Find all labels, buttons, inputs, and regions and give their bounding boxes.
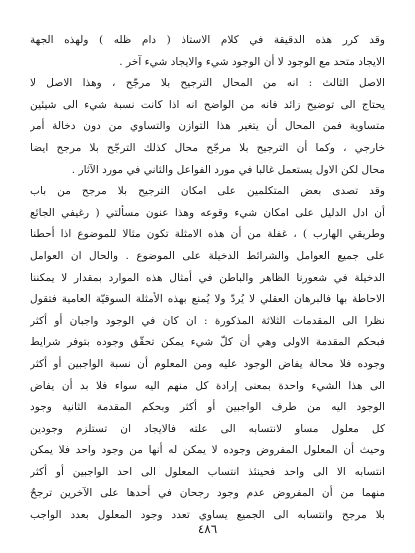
text-line: خارجي ، وكما أن الترجيح بلا مرجّح محال كذلك الترجّح بلا مرجح ايضا bbox=[30, 141, 385, 154]
text-line: وقد كرر هذه الدقيقة في كلام الاستاذ ( دام ظله ) ولهذه الجهة bbox=[30, 34, 385, 46]
text-line: يحتاج الى توضيح زائد فانه من الواضح انه اذا كانت نسبة شيء الى شيئين bbox=[30, 98, 385, 111]
text-line: الايجاد متحد مع الوجود لا أن الوجود شيء والايجاد شيء آخر . bbox=[119, 55, 385, 68]
text-line: الاصل الثالث : انه من المحال الترجيح بلا مرجّح ، وهذا الاصل لا bbox=[30, 77, 385, 90]
text-line: أن ادل الدليل على امكان شيء وقوعه وهذا عنون مسألتي ( رغيفي الجائع bbox=[30, 206, 385, 219]
page-number: ٤٨٦ bbox=[197, 522, 218, 536]
body-text bbox=[30, 30, 385, 527]
text-line: محال لكن الاول يستعمل غالبا في مورد الفواعل والثاني في مورد الآثار . bbox=[71, 163, 385, 176]
text-line: الاحاطة بها فالبرهان العقلي لا يُردّ ولا يُمنع بهذه الأمثلة السوقيّة العامية فتقول bbox=[30, 293, 385, 306]
text-line: منهما من أن المفروض عدم وجود رجحان في أحدها على الآخرين ترجحٌ bbox=[30, 487, 385, 500]
text-line: كل معلول مساو لانتسابه الى علته فالايجاد ان تستلزم وجودين bbox=[30, 422, 385, 435]
text-line: الدخيلة في شعورنا الظاهر والباطن في أمثال هذه الموارد بمقدار لا يمكننا bbox=[30, 271, 385, 284]
text-line: الوجود اليه من طرف الواجبين أو أكثر وبحكم المقدمة الثانية وجود bbox=[30, 401, 385, 414]
text-line: فبحكم المقدمة الاولى وهي أن كلّ شيء يمكن تحقّق وجوده بتوفر شرايط bbox=[30, 336, 385, 349]
text-line: الى هذا الشيء واحدة بمعنى إرادة كل منهم اليه سواء فلا بد أن يفاض bbox=[30, 379, 385, 392]
text-line: متساوية فمن المحال أن يتغير هذا التوازن والتساوي من دون دخالة أمر bbox=[30, 120, 385, 133]
text-line: وجوده فلا محالة يفاض الوجود عليه ومن المعلوم أن نسبة الواجبين أو أكثر bbox=[30, 357, 385, 370]
text-line: بلا مرجح وانتسابه الى الجميع يساوي تعدد وجود المعلول بعدد الواجب bbox=[30, 509, 385, 522]
text-line: وقد تصدى بعض المتكلمين على امكان الترجيح بلا مرجح من باب bbox=[30, 185, 385, 198]
text-line: نظرا الى المقدمات الثلاثة المذكورة : ان كان في الوجود واجبان أو أكثر bbox=[30, 314, 385, 327]
text-line: وحيث أن المعلول المفروض وجوده لا يمكن له أنها من وجود واحد فلا يمكن bbox=[30, 444, 385, 457]
text-line: على جميع العوامل والشرائط الدخيلة على الموضوع . والحال ان العوامل bbox=[30, 249, 385, 262]
text-line: وطريقي الهارب ) ، غفلة من أن هذه الامثلة تكون مثالا للموضوع اذا أحطنا bbox=[30, 228, 385, 241]
text-line: انتسابه الا الى واحد فحينئذ انتساب المعلول الى احد الواجبين أو أكثر bbox=[30, 465, 385, 478]
